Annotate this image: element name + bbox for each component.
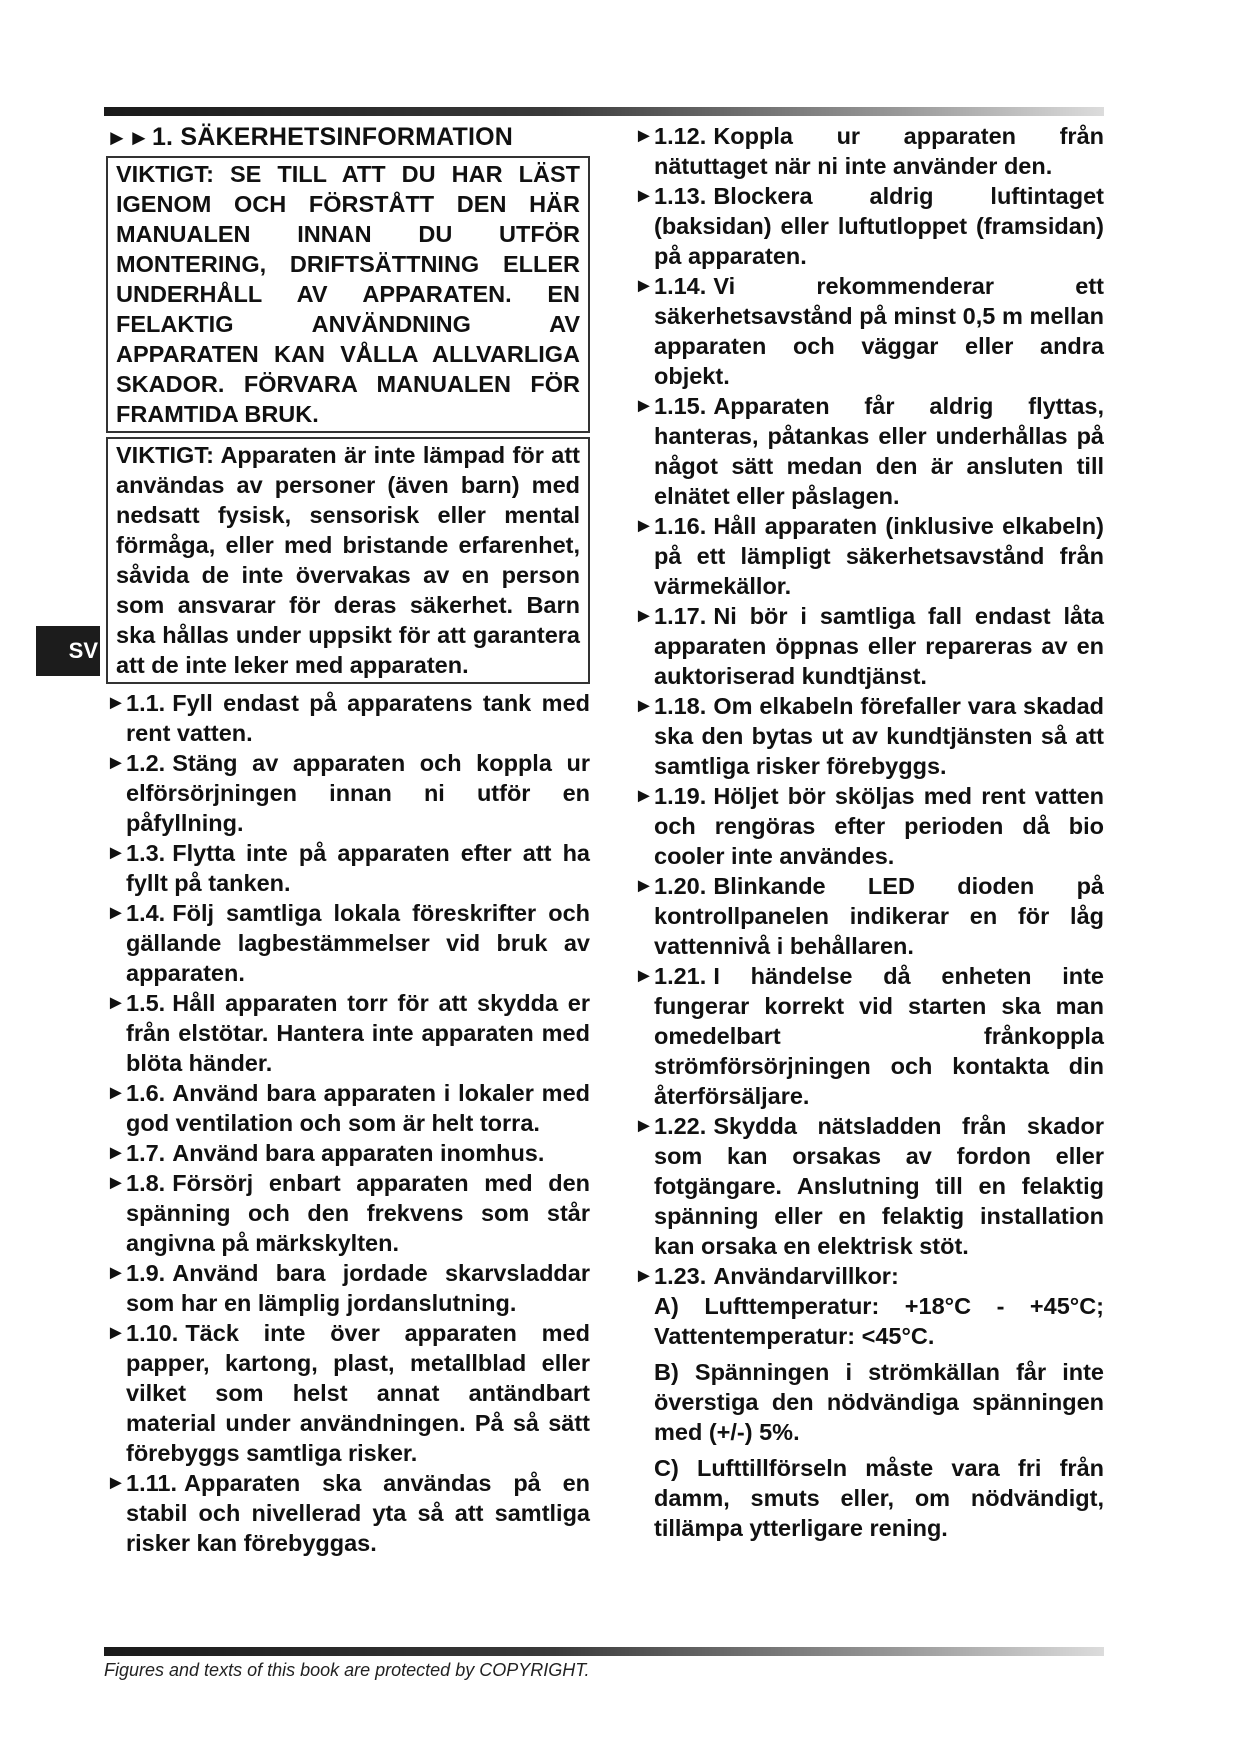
double-arrow-icon: ►► (106, 125, 150, 150)
right-column (634, 121, 1104, 1543)
section-heading (106, 121, 590, 154)
condition-c: C) Lufttillförseln måste vara fri från damm, smuts eller, om nödvändigt, tillämpa ytterligare rening. (654, 1455, 1104, 1541)
bottom-divider-bar (104, 1647, 1104, 1656)
left-column (106, 121, 590, 1558)
list-item: ► 1.20. Blinkande LED dioden på kontrollpanelen indikerar en för låg vattennivå i behållaren. (634, 873, 1104, 959)
list-item: ► 1.2. Stäng av apparaten och koppla ur elförsörjningen innan ni utför en påfyllning. (106, 750, 590, 836)
list-item: ► 1.5. Håll apparaten torr för att skydda er från elstötar. Hantera inte apparaten med blöta händer. (106, 990, 590, 1076)
list-item: ► 1.3. Flytta inte på apparaten efter att ha fyllt på tanken. (106, 840, 590, 896)
list-item: ► 1.1. Fyll endast på apparatens tank med rent vatten. (106, 690, 590, 746)
language-tab: SV (36, 626, 100, 676)
arrow-icon: ► (634, 875, 654, 897)
arrow-icon: ► (106, 992, 126, 1014)
arrow-icon: ► (106, 752, 126, 774)
arrow-icon: ► (106, 902, 126, 924)
arrow-icon: ► (106, 692, 126, 714)
list-item: ► 1.7. Använd bara apparaten inomhus. (106, 1140, 545, 1166)
list-item: ► 1.22. Skydda nätsladden från skador som kan orsakas av fordon eller fotgängare. Anslutning till en felaktig spänning eller en felaktig installation kan orsaka en elektrisk stöt. (634, 1113, 1104, 1259)
arrow-icon: ► (106, 1172, 126, 1194)
section-heading-text: 1. SÄKERHETSINFORMATION (151, 123, 514, 151)
condition-b: B) Spänningen i strömkällan får inte överstiga den nödvändiga spänningen med (+/-) 5%. (654, 1359, 1104, 1445)
arrow-icon: ► (106, 1142, 126, 1164)
list-item: ► 1.21. I händelse då enheten inte fungerar korrekt vid starten ska man omedelbart frånkoppla strömförsörjningen och kontakta din återförsäljare. (634, 963, 1104, 1109)
list-item: ► 1.17. Ni bör i samtliga fall endast låta apparaten öppnas eller repareras av en auktoriserad kundtjänst. (634, 603, 1104, 689)
arrow-icon: ► (106, 1322, 126, 1344)
arrow-icon: ► (634, 785, 654, 807)
list-item: ► 1.10. Täck inte över apparaten med papper, kartong, plast, metallblad eller vilket som helst annat antändbart material under användningen. På så sätt förebyggs samtliga risker. (106, 1320, 590, 1466)
list-item: ► 1.15. Apparaten får aldrig flyttas, hanteras, påtankas eller underhållas på något sätt medan den är ansluten till elnätet eller påslagen. (634, 393, 1104, 509)
arrow-icon: ► (634, 1265, 654, 1287)
list-item: ► 1.4. Följ samtliga lokala föreskrifter och gällande lagbestämmelser vid bruk av apparaten. (106, 900, 590, 986)
arrow-icon: ► (106, 1472, 126, 1494)
list-item: ► 1.19. Höljet bör sköljas med rent vatten och rengöras efter perioden då bio cooler inte användes. (634, 783, 1104, 869)
arrow-icon: ► (634, 185, 654, 207)
arrow-icon: ► (634, 1115, 654, 1137)
list-item: ► 1.6. Använd bara apparaten i lokaler med god ventilation och som är helt torra. (106, 1080, 590, 1136)
warning-box-users: VIKTIGT: Apparaten är inte lämpad för att användas av personer (även barn) med nedsatt fysisk, sensorisk eller mental förmåga, eller med bristande erfarenhet, såvida de inte övervakas av en person som ansvarar för deras säkerhet. Barn ska hållas under uppsikt för att garantera att de inte leker med apparaten. (106, 437, 590, 684)
list-item: ► 1.13. Blockera aldrig luftintaget (baksidan) eller luftutloppet (framsidan) på apparaten. (634, 183, 1104, 269)
list-item: ► 1.11. Apparaten ska användas på en stabil och nivellerad yta så att samtliga risker kan förebyggas. (106, 1470, 590, 1556)
arrow-icon: ► (106, 1082, 126, 1104)
arrow-icon: ► (634, 695, 654, 717)
arrow-icon: ► (634, 395, 654, 417)
arrow-icon: ► (634, 515, 654, 537)
list-item: ► 1.18. Om elkabeln förefaller vara skadad ska den bytas ut av kundtjänsten så att samtliga risker förebyggs. (634, 693, 1104, 779)
list-item: ► 1.9. Använd bara jordade skarvsladdar som har en lämplig jordanslutning. (106, 1260, 590, 1316)
condition-a: A) Lufttemperatur: +18°C - +45°C; Vattentemperatur: <45°C. (654, 1293, 1104, 1349)
arrow-icon: ► (634, 125, 654, 147)
arrow-icon: ► (634, 605, 654, 627)
top-divider-bar (104, 107, 1104, 116)
list-item: ► 1.16. Håll apparaten (inklusive elkabeln) på ett lämpligt säkerhetsavstånd från värmekällor. (634, 513, 1104, 599)
list-item: ► 1.8. Försörj enbart apparaten med den spänning och den frekvens som står angivna på märkskylten. (106, 1170, 590, 1256)
list-item: ► 1.23. Användarvillkor: (634, 1263, 899, 1289)
arrow-icon: ► (634, 275, 654, 297)
list-item: ► 1.12. Koppla ur apparaten från nätuttaget när ni inte använder den. (634, 123, 1104, 179)
arrow-icon: ► (106, 1262, 126, 1284)
arrow-icon: ► (634, 965, 654, 987)
arrow-icon: ► (106, 842, 126, 864)
warning-box-manual: VIKTIGT: SE TILL ATT DU HAR LÄST IGENOM OCH FÖRSTÅTT DEN HÄR MANUALEN INNAN DU UTFÖR MONTERING, DRIFTSÄTTNING ELLER UNDERHÅLL AV APPARATEN. EN FELAKTIG ANVÄNDNING AV APPARATEN KAN VÅLLA ALLVARLIGA SKADOR. FÖRVARA MANUALEN FÖR FRAMTIDA BRUK. (106, 156, 590, 433)
copyright-footer: Figures and texts of this book are protected by COPYRIGHT. (104, 1660, 590, 1680)
list-item: ► 1.14. Vi rekommenderar ett säkerhetsavstånd på minst 0,5 m mellan apparaten och väggar eller andra objekt. (634, 273, 1104, 389)
